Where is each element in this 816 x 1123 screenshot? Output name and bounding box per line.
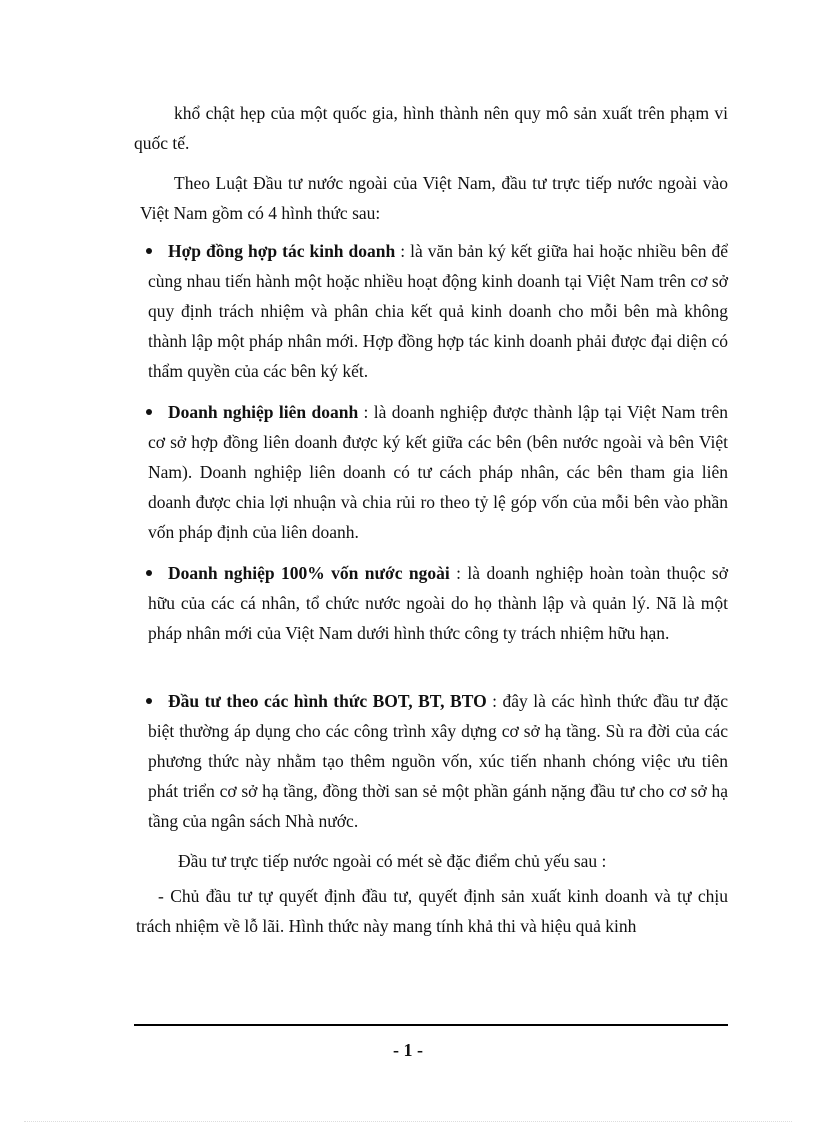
page-number: - 1 -: [393, 1040, 423, 1060]
paragraph-intro-continuation: khổ chật hẹp của một quốc gia, hình thành nên quy mô sản xuất trên phạm vi quốc tế.: [134, 103, 728, 153]
paragraph-characteristics-intro: Đầu tư trực tiếp nước ngoài có mét sè đặc điểm chủ yếu sau :: [178, 851, 607, 871]
bullet-text: : là doanh nghiệp được thành lập tại Việt Nam trên cơ sở hợp đồng liên doanh được ký kết giữa các bên (bên nước ngoài và bên Việt Nam). Doanh nghiệp liên doanh có tư cách pháp nhân, các bên tham gia liên doanh được chia lợi nhuận và chia rủi ro theo tỷ lệ góp vốn của mỗi bên vào phần vốn pháp định của liên doanh.: [148, 402, 728, 542]
bullet-item-business-cooperation-contract: [148, 236, 728, 386]
page-boundary-line: [24, 1121, 792, 1122]
bullet-text: : là văn bản ký kết giữa hai hoặc nhiều bên để cùng nhau tiến hành một hoặc nhiều hoạt động kinh doanh tại Việt Nam trên cơ sở quy định trách nhiệm và phân chia kết quả kinh doanh cho mỗi bên mà không thành lập một pháp nhân mới. Hợp đồng hợp tác kinh doanh phải được đại diện có thẩm quyền của các bên ký kết.: [148, 241, 728, 381]
bullet-term: Đầu tư theo các hình thức BOT, BT, BTO: [168, 691, 487, 711]
bullet-item-joint-venture: [148, 397, 728, 547]
bullet-text: : đây là các hình thức đầu tư đặc biệt thường áp dụng cho các công trình xây dựng cơ sở hạ tầng. Sù ra đời của các phương thức này nhằm tạo thêm nguồn vốn, xúc tiến nhanh chóng việc ưu tiên phát triển cơ sở hạ tầng, đồng thời san sẻ một phần gánh nặng đầu tư cho cơ sở hạ tầng của ngân sách Nhà nước.: [148, 691, 728, 831]
paragraph-characteristic-one: - Chủ đầu tư tự quyết định đầu tư, quyết định sản xuất kinh doanh và tự chịu trách nhiệm về lỗ lãi. Hình thức này mang tính khả thi và hiệu quả kinh: [136, 886, 728, 936]
bullet-term: Doanh nghiệp liên doanh: [168, 402, 359, 422]
bullet-term: Doanh nghiệp 100% vốn nước ngoài: [168, 563, 450, 583]
bullet-item-foreign-owned-enterprise: [148, 558, 728, 648]
bullet-term: Hợp đồng hợp tác kinh doanh: [168, 241, 396, 261]
bullet-item-bot-bt-bto: [148, 686, 728, 836]
footer-divider: [134, 1024, 728, 1026]
paragraph-investment-forms-intro: Theo Luật Đầu tư nước ngoài của Việt Nam, đầu tư trực tiếp nước ngoài vào Việt Nam gồm có 4 hình thức sau:: [140, 173, 728, 223]
bullet-text: : là doanh nghiệp hoàn toàn thuộc sở hữu của các cá nhân, tổ chức nước ngoài do họ thành lập và quản lý. Nã là một pháp nhân mới của Việt Nam dưới hình thức công ty trách nhiệm hữu hạn.: [148, 563, 728, 643]
